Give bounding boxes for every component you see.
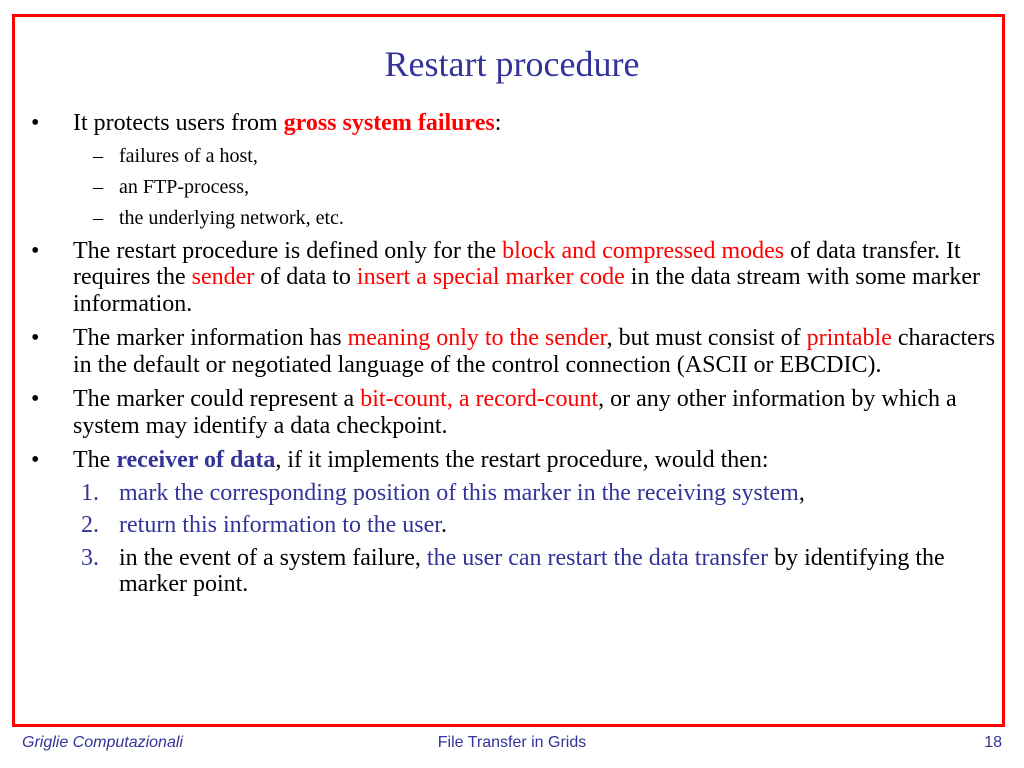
bullet-2-highlight-2: sender xyxy=(191,264,255,290)
bullet-2-highlight-3: insert a special marker code xyxy=(356,264,625,290)
bullet-2-text-3: of data to xyxy=(254,264,357,290)
bullet-3-highlight-2: printable xyxy=(806,325,892,351)
numbered-item-2-highlight: return this information to the user xyxy=(119,512,441,538)
sub-bullet-2 xyxy=(31,175,996,199)
footer-course-name: Griglie Computazionali xyxy=(22,734,183,751)
bullet-3-highlight-1: meaning only to the sender xyxy=(347,325,607,351)
bullet-4-highlight-1: bit-count, a record-count xyxy=(360,386,599,412)
bullet-3-text-3: characters in the default or negotiated language of the control connection (ASCII or EBCDIC). xyxy=(73,325,996,378)
bullet-1-text: It protects users from xyxy=(73,110,284,136)
numbered-item-1-highlight: mark the corresponding position of this marker in the receiving system xyxy=(119,479,799,506)
bullet-4-text-2: , or any other information by which a system may identify a data checkpoint. xyxy=(73,386,957,439)
footer-page-number: 18 xyxy=(984,734,1002,751)
bullet-2-highlight-1: block and compressed modes xyxy=(502,237,785,264)
numbered-item-3 xyxy=(31,545,996,598)
bullet-marker: • xyxy=(31,447,40,473)
numbered-item-2-post: . xyxy=(440,512,447,538)
slide-content xyxy=(31,110,996,606)
numbered-item-2 xyxy=(31,512,996,539)
bullet-1-emphasis: gross system failures xyxy=(283,110,495,136)
bullet-2-text-1: The restart procedure is defined only for the xyxy=(73,237,503,264)
bullet-4-text-1: The marker could represent a xyxy=(73,386,361,412)
sub-bullet-3-text: the underlying network, etc. xyxy=(119,206,344,229)
numbered-item-1 xyxy=(31,480,996,507)
bullet-3 xyxy=(31,325,996,378)
bullet-5 xyxy=(31,447,996,598)
numbered-item-1-post: , xyxy=(798,479,805,506)
bullet-4 xyxy=(31,386,996,439)
sub-bullet-1-text: failures of a host, xyxy=(119,144,258,167)
bullet-5-text-1: The xyxy=(73,447,117,473)
bullet-5-text-2: , if it implements the restart procedure, would then: xyxy=(275,447,769,473)
sub-bullet-2-text: an FTP-process, xyxy=(119,175,249,198)
sub-bullet-marker: – xyxy=(93,175,103,198)
numbered-item-marker: 2. xyxy=(81,512,99,538)
bullet-2 xyxy=(31,238,996,318)
sub-bullet-marker: – xyxy=(93,206,103,229)
numbered-item-3-post: by identifying the marker point. xyxy=(119,544,945,597)
bullet-2-text-2: of data transfer. It requires the xyxy=(73,237,961,290)
sub-bullet-1 xyxy=(31,144,996,168)
bullet-1 xyxy=(31,110,996,230)
numbered-item-3-highlight: the user can restart the data transfer xyxy=(426,544,769,571)
bullet-5-emphasis: receiver of data xyxy=(116,447,276,473)
bullet-marker: • xyxy=(31,386,40,412)
bullet-1-colon: : xyxy=(494,110,502,136)
numbered-item-3-pre: in the event of a system failure, xyxy=(119,544,427,571)
bullet-marker: • xyxy=(31,325,40,351)
bullet-marker: • xyxy=(31,110,40,136)
slide-footer xyxy=(0,734,1024,754)
numbered-item-marker: 3. xyxy=(81,544,99,571)
bullet-2-text-4: in the data stream with some marker information. xyxy=(73,264,980,317)
sub-bullet-marker: – xyxy=(93,144,103,167)
slide-title: Restart procedure xyxy=(384,44,640,84)
bullet-3-text-1: The marker information has xyxy=(73,325,348,351)
bullet-marker: • xyxy=(31,237,40,264)
footer-topic: File Transfer in Grids xyxy=(437,734,587,751)
numbered-item-marker: 1. xyxy=(81,479,99,506)
bullet-3-text-2: , but must consist of xyxy=(606,325,807,351)
sub-bullet-3 xyxy=(31,206,996,230)
